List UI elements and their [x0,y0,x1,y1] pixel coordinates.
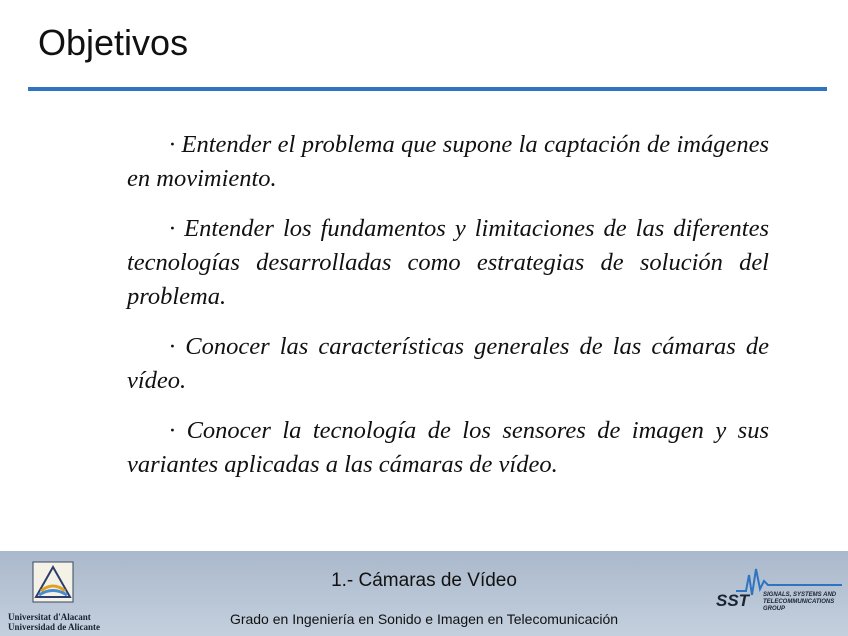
title-divider [28,87,827,91]
sst-group-logo [716,565,844,625]
objective-item: · Entender los fundamentos y limitaciones de las diferentes tecnologías desarrolladas como estrategias de solución del problema. [127,215,769,310]
sst-group-name: SIGNALS, SYSTEMS AND TELECOMMUNICATIONS GROUP [763,592,837,612]
objective-item: · Conocer la tecnología de los sensores de imagen y sus variantes aplicadas a las cámaras de vídeo. [127,417,769,478]
objectives-list [127,128,769,498]
sst-mark: SST [716,591,750,610]
objective-item: · Conocer las características generales de las cámaras de vídeo. [127,333,769,394]
slide-footer [0,551,848,636]
degree-name: Grado en Ingeniería en Sonido e Imagen en Telecomunicación [229,611,619,627]
university-name-valencian: Universitat d'Alacant [8,612,91,622]
objective-item: · Entender el problema que supone la captación de imágenes en movimiento. [127,131,769,192]
slide-title: Objetivos [38,22,189,63]
course-section-title: 1.- Cámaras de Vídeo [331,570,517,591]
university-name-spanish: Universidad de Alicante [8,622,101,632]
